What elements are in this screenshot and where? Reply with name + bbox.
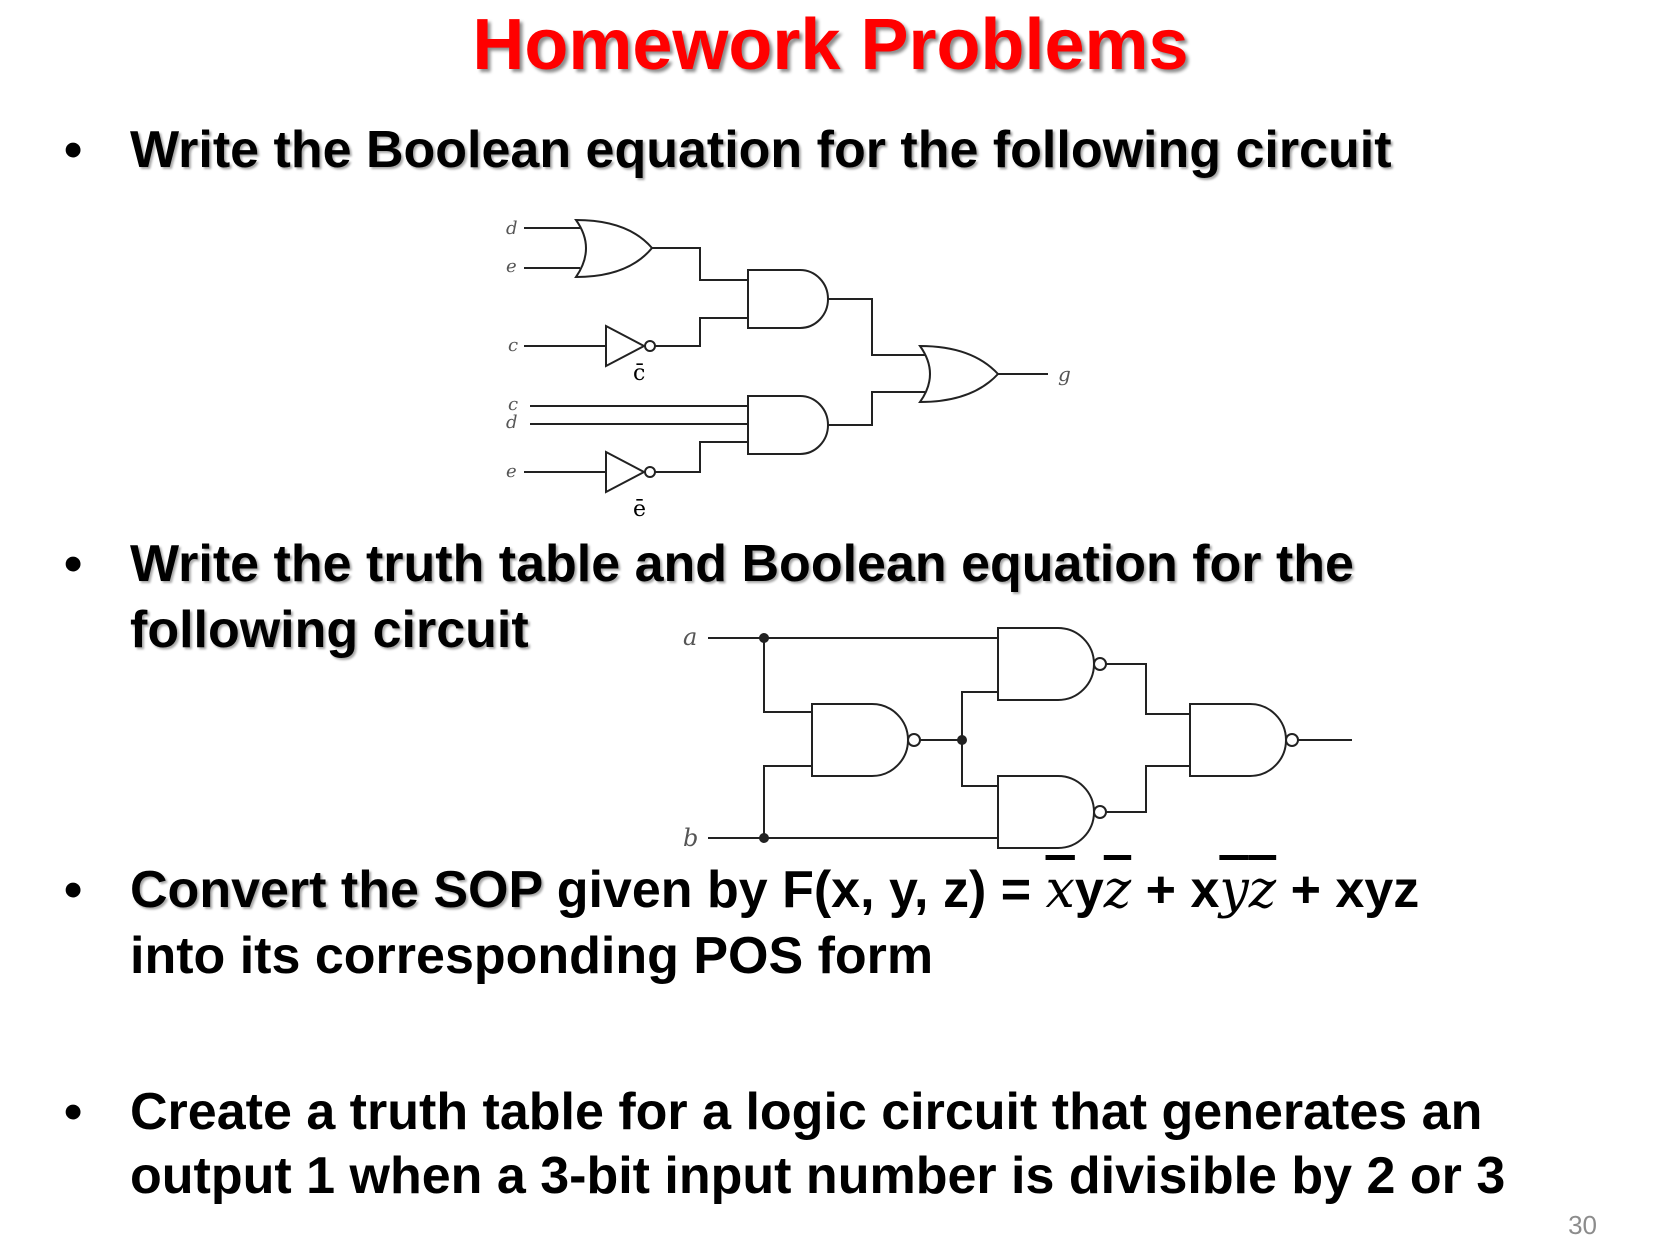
plus-1: + x — [1131, 861, 1220, 919]
term1-y: y — [1074, 861, 1104, 919]
term2-y-bar: $\overline{y}$ — [1219, 860, 1249, 920]
bullet-dot-4: • — [64, 1083, 83, 1141]
bullet-dot-1: • — [64, 121, 83, 179]
slide-number: 30 — [1568, 1210, 1597, 1240]
term1-z-bar: $\overline{z}$ — [1103, 860, 1132, 920]
label-d-top: d — [506, 218, 518, 239]
label-c-mid: c — [508, 394, 519, 415]
bullet-3-line-2: into its corresponding POS form — [130, 927, 934, 985]
label-d-mid: d — [506, 412, 518, 433]
label-e-bar: ē — [633, 497, 647, 522]
bullet-3-bold: Convert the SOP — [130, 861, 543, 919]
bullet-4-line-1: Create a truth table for a logic circuit that generates an — [130, 1083, 1483, 1141]
bullet-3-line-1 — [130, 858, 1419, 922]
bullet-dot-2: • — [64, 535, 83, 593]
bullet-dot-3: • — [64, 861, 83, 919]
label-a: a — [683, 623, 698, 651]
bullet-1-text: Write the Boolean equation for the following circuit — [130, 121, 1392, 179]
nand-gate-4 — [1190, 704, 1286, 776]
term2-z-bar: $\overline{z}$ — [1248, 860, 1277, 920]
nand-gate-3 — [998, 776, 1094, 848]
label-c-top: c — [508, 335, 519, 356]
label-b: b — [683, 824, 699, 852]
label-e-top: e — [506, 256, 517, 277]
nand-gate-1 — [812, 704, 908, 776]
label-c-bar: c̄ — [633, 361, 646, 386]
label-e-bot: e — [506, 461, 517, 482]
nand-gate-2 — [998, 628, 1094, 700]
bullet-2-line-2: following circuit — [130, 601, 529, 659]
bullet-2-line-1: Write the truth table and Boolean equation for the — [130, 535, 1354, 593]
label-g-output: g — [1058, 362, 1071, 386]
slide-title: Homework Problems — [472, 5, 1189, 85]
term1-x-bar: $\overline{x}$ — [1045, 860, 1075, 920]
plus-2: + xyz — [1276, 861, 1420, 919]
bullet-3-given: given by F(x, y, z) = — [542, 861, 1046, 919]
bullet-4-line-2: output 1 when a 3-bit input number is divisible by 2 or 3 — [130, 1147, 1506, 1205]
